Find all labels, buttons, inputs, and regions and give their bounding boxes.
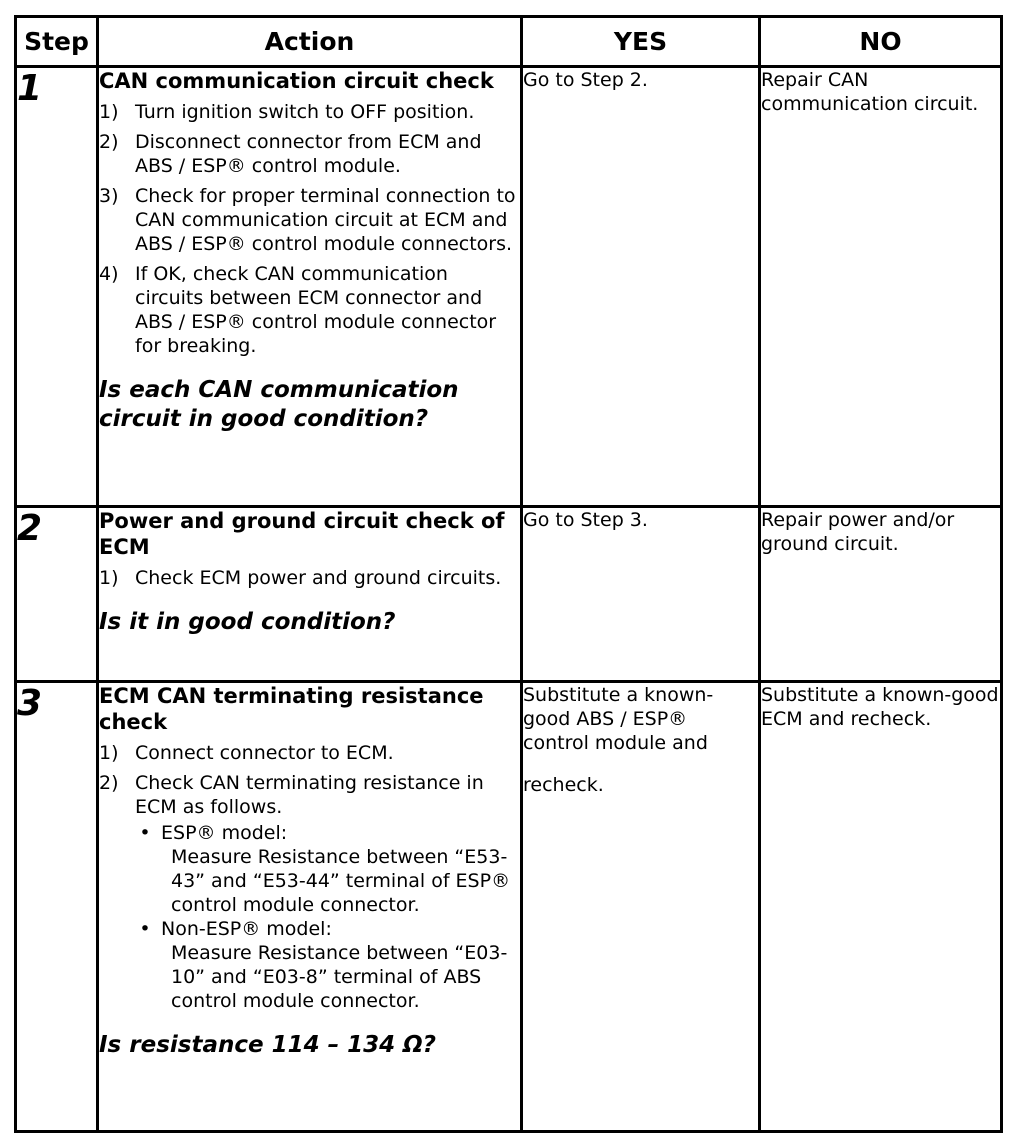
header-row [16, 17, 1002, 67]
header-step: Step [16, 17, 98, 67]
list-item: 1) Check ECM power and ground circuits. [99, 567, 502, 589]
step-question: Is each CAN communication circuit in good condition? [99, 377, 459, 432]
step-question: Is resistance 114 – 134 Ω? [99, 1032, 437, 1058]
instruction-list [99, 100, 520, 358]
no-cell: Repair CAN communication circuit. [760, 67, 1002, 507]
no-cell: Repair power and/or ground circuit. [760, 507, 1002, 682]
table-row-step-2 [16, 507, 1002, 682]
list-item: 2) Disconnect connector from ECM and ABS / ESP® control module. [99, 131, 482, 177]
step-title: Power and ground circuit check of ECM [99, 509, 505, 559]
no-cell: Substitute a known-good ECM and recheck. [760, 682, 1002, 1132]
yes-text-line1: Substitute a known-good ABS / ESP® control module and [523, 684, 714, 754]
action-cell [98, 682, 522, 1132]
instruction-list [99, 566, 520, 590]
instruction-list [99, 741, 520, 1013]
header-no: NO [760, 17, 1002, 67]
diagnostic-table [14, 15, 1003, 1133]
step-number: 1 [16, 67, 98, 507]
list-item: 2) Check CAN terminating resistance in ECM as follows. • ESP® model: Measure Resistance between “E53-43” and “E53-44” terminal of ESP® control module connector. • Non-ESP® model: Measure Resistance between “E03-10” and “E03-8” terminal of ABS control module connector. [99, 771, 520, 1013]
yes-cell: Go to Step 2. [522, 67, 760, 507]
table-row-step-3 [16, 682, 1002, 1132]
table-row-step-1 [16, 67, 1002, 507]
step-title: ECM CAN terminating resistance check [99, 684, 484, 734]
yes-cell: Go to Step 3. [522, 507, 760, 682]
step-question: Is it in good condition? [99, 609, 396, 635]
header-action: Action [98, 17, 522, 67]
header-yes: YES [522, 17, 760, 67]
step-number: 3 [16, 682, 98, 1132]
action-cell [98, 507, 522, 682]
list-item: 3) Check for proper terminal connection to CAN communication circuit at ECM and ABS / ESP® control module connectors. [99, 185, 516, 255]
bullet-item-non-esp: • Non-ESP® model: Measure Resistance between “E03-10” and “E03-8” terminal of ABS control module connector. [139, 918, 508, 1012]
action-cell [98, 67, 522, 507]
bullet-item-esp: • ESP® model: Measure Resistance between “E53-43” and “E53-44” terminal of ESP® control module connector. [139, 822, 511, 916]
list-item: 4) If OK, check CAN communication circuits between ECM connector and ABS / ESP® control module connector for breaking. [99, 263, 497, 357]
list-item: 1) Turn ignition switch to OFF position. [99, 101, 475, 123]
step-number: 2 [16, 507, 98, 682]
yes-cell [522, 682, 760, 1132]
yes-text-line2: recheck. [523, 774, 604, 796]
list-item-body: Check CAN terminating resistance in ECM as follows. • ESP® model: Measure Resistance between “E53-43” and “E53-44” terminal of ESP® control module connector. • Non-ESP® model: Measure Resistance between “E03-10” and “E03-8” terminal of ABS control module connector. [135, 771, 520, 1013]
step-title: CAN communication circuit check [99, 69, 494, 93]
model-bullet-list [135, 821, 520, 1013]
list-item: 1) Connect connector to ECM. [99, 742, 394, 764]
